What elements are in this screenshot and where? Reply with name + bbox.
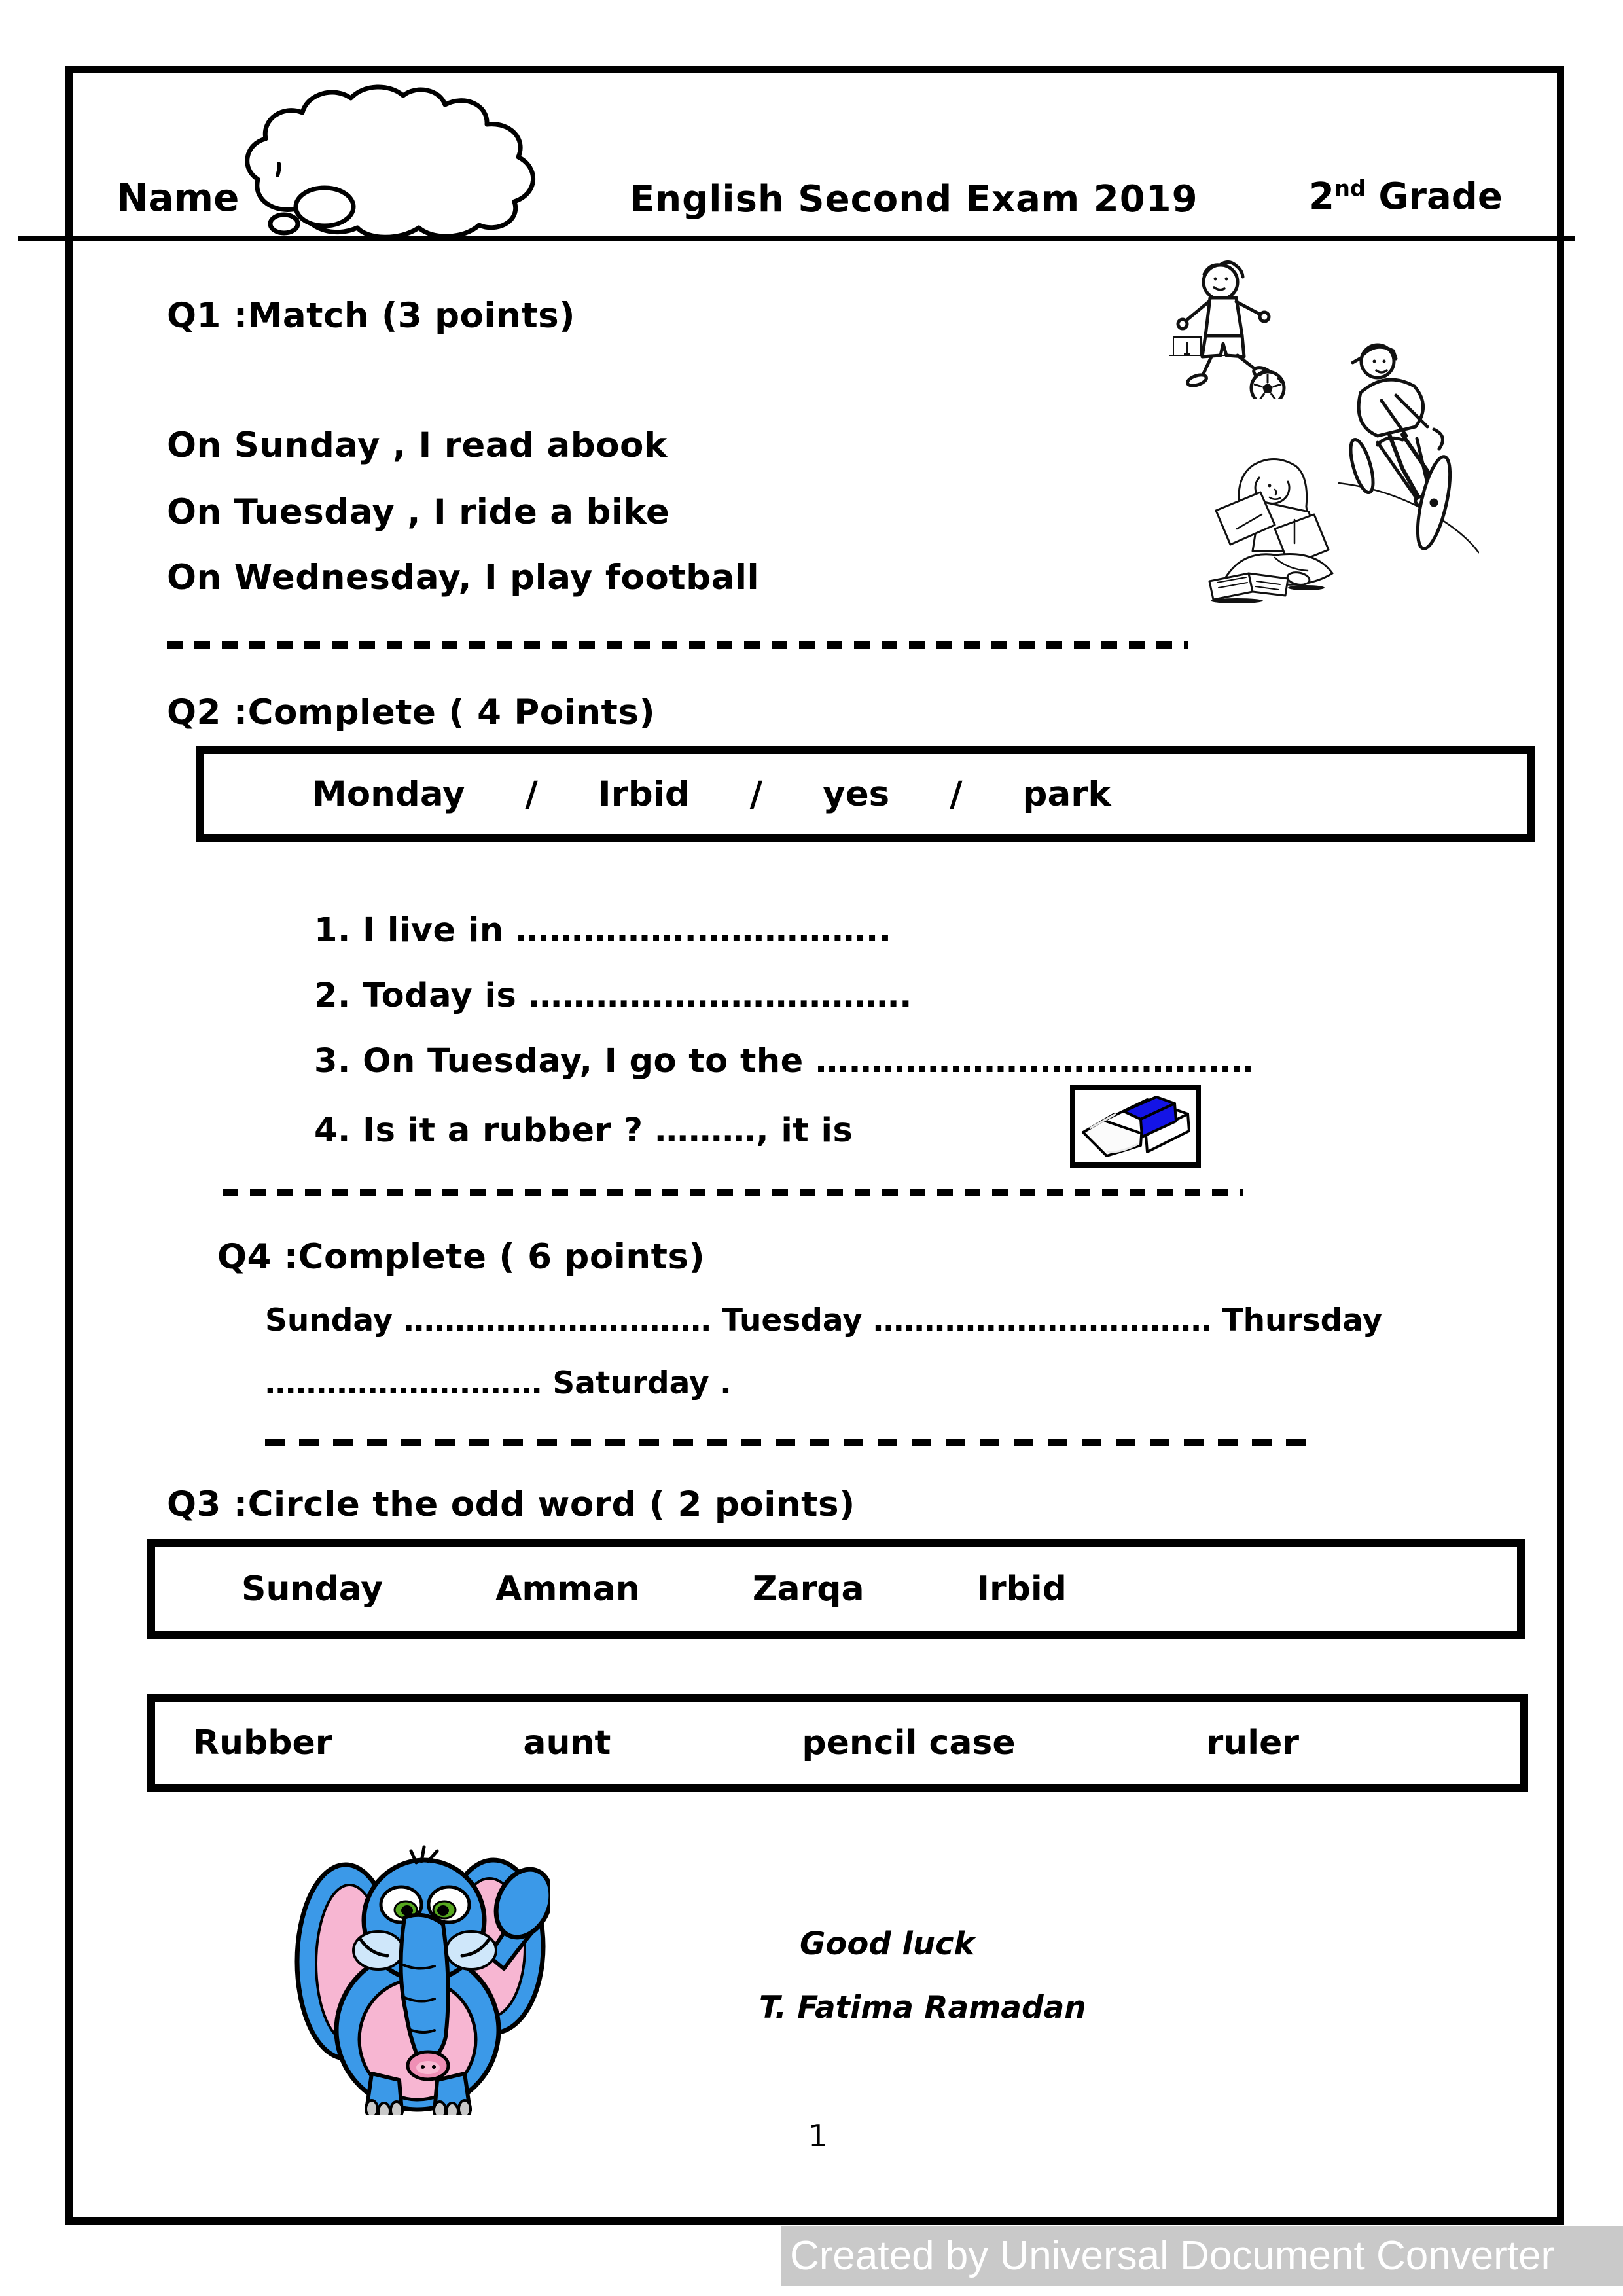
odd-word-box-1 — [147, 1539, 1525, 1639]
word-bank-box — [196, 746, 1535, 842]
odd-word: pencil case — [802, 1723, 1016, 1763]
q1-sentence-wednesday: On Wednesday, I play football — [167, 558, 760, 598]
q2-blank-item: 2. Today is ……………………………. — [314, 977, 912, 1015]
q3-heading: Q3 :Circle the odd word ( 2 points) — [167, 1484, 855, 1524]
word-bank-separator: / — [749, 774, 763, 814]
q2-blank-item: 4. Is it a rubber ? ………, it is — [314, 1111, 853, 1150]
odd-word-box-2 — [147, 1694, 1528, 1792]
word-bank-separator: / — [950, 774, 963, 814]
odd-word: Sunday — [241, 1570, 383, 1609]
q1-heading: Q1 :Match (3 points) — [167, 296, 575, 336]
word-bank-item: park — [1022, 774, 1111, 814]
word-bank-separator: / — [525, 774, 538, 814]
cyclist-illustration — [1338, 327, 1479, 556]
thought-bubble-icon — [234, 84, 580, 240]
football-player-illustration — [1168, 259, 1312, 399]
q1-sentence-sunday: On Sunday , I read abook — [167, 425, 668, 465]
exam-title: English Second Exam 2019 — [630, 178, 1198, 221]
odd-word: Zarqa — [752, 1570, 865, 1609]
rubber-icon — [1075, 1090, 1196, 1162]
section-dashed-divider-3 — [265, 1439, 1309, 1446]
page-number: 1 — [808, 2118, 828, 2153]
odd-word: Rubber — [193, 1723, 332, 1763]
grade-suffix: nd — [1334, 175, 1366, 202]
odd-word: Irbid — [976, 1570, 1067, 1609]
q4-days-line-1: Sunday ………………………… Tuesday …………………………… Thursday — [265, 1302, 1383, 1338]
odd-word: ruler — [1206, 1723, 1300, 1763]
section-dashed-divider-1 — [167, 641, 1188, 649]
q2-blank-item: 3. On Tuesday, I go to the ………………………………… — [314, 1042, 1254, 1081]
good-luck-text: Good luck — [800, 1926, 975, 1962]
q2-heading: Q2 :Complete ( 4 Points) — [167, 692, 656, 732]
grade-word: Grade — [1378, 175, 1503, 218]
q1-sentence-tuesday: On Tuesday , I ride a bike — [167, 492, 670, 532]
q4-days-line-2: ……………………… Saturday . — [265, 1365, 732, 1401]
rubber-image-frame — [1070, 1085, 1201, 1168]
q2-blank-item: 1. I live in …………….…………….. — [314, 911, 892, 950]
q4-heading: Q4 :Complete ( 6 points) — [217, 1237, 705, 1277]
teacher-name: T. Fatima Ramadan — [759, 1990, 1086, 2026]
word-bank-item: Irbid — [597, 774, 690, 814]
odd-word: Amman — [495, 1570, 640, 1609]
grade-number: 2 — [1309, 175, 1334, 218]
elephant-illustration — [293, 1840, 550, 2115]
watermark-bar: Created by Universal Document Converter — [781, 2226, 1623, 2286]
word-bank-item: Monday — [312, 774, 465, 814]
grade-label — [1309, 175, 1503, 218]
section-dashed-divider-2 — [223, 1189, 1243, 1196]
name-label: Name — [116, 175, 240, 220]
reading-girl-illustration — [1196, 452, 1359, 605]
odd-word: aunt — [523, 1723, 611, 1763]
word-bank-item: yes — [823, 774, 890, 814]
